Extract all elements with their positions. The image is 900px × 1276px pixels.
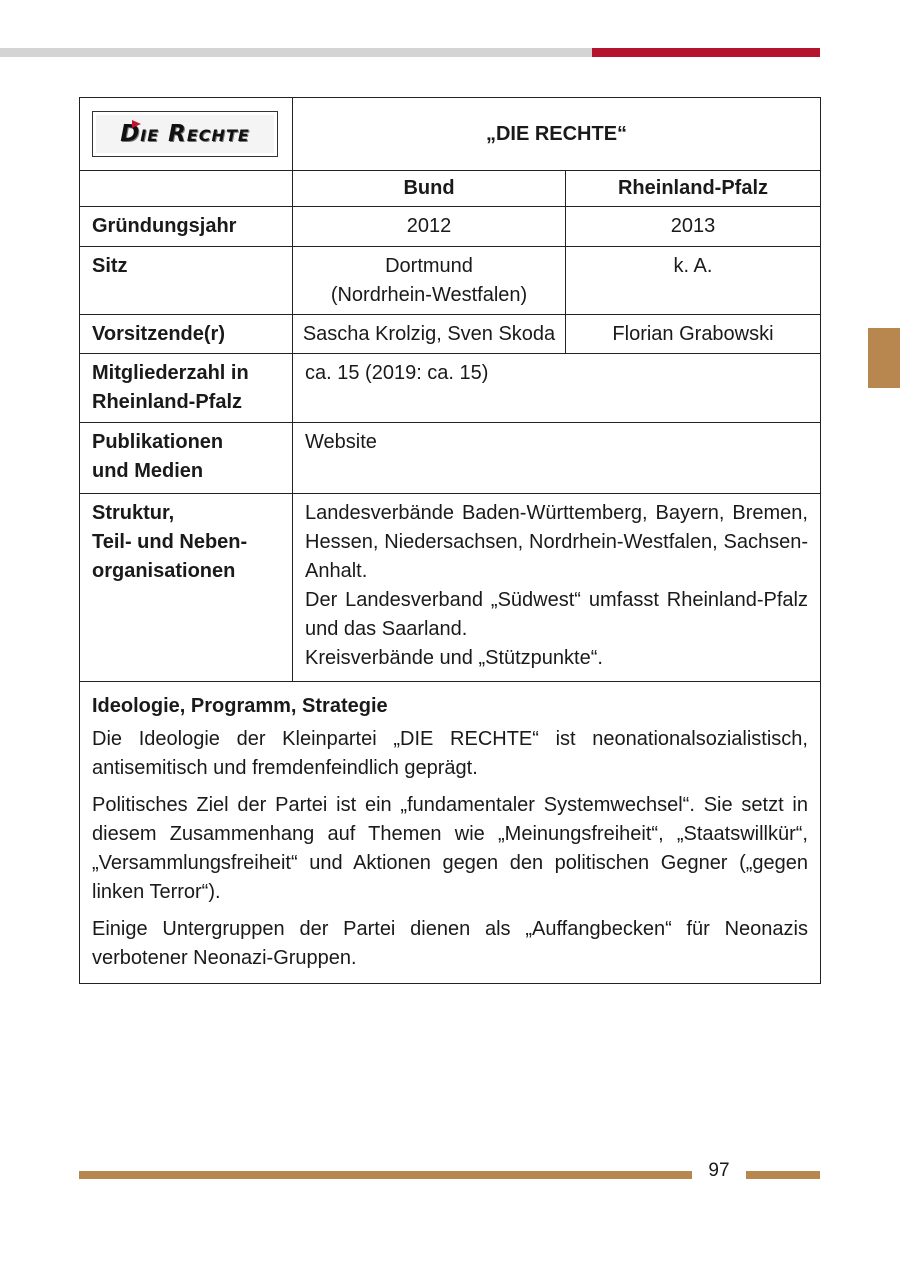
chair-bund: Sascha Krolzig, Sven Skoda bbox=[293, 315, 566, 354]
logo-cell bbox=[80, 98, 293, 171]
header-divider-red bbox=[592, 48, 820, 57]
party-profile-table bbox=[79, 97, 821, 984]
structure-label-line2: Teil- und Neben- bbox=[92, 531, 248, 553]
publications-value: Website bbox=[293, 423, 821, 494]
ideology-section bbox=[80, 682, 821, 984]
page-number: 97 bbox=[708, 1160, 730, 1181]
party-logo bbox=[92, 111, 278, 157]
ideology-heading: Ideologie, Programm, Strategie bbox=[92, 695, 388, 717]
flag-icon bbox=[132, 120, 141, 128]
ideology-paragraph-3: Einige Untergruppen der Partei dienen als „Auffangbecken“ für Neonazis verbotener Neonazi-Gruppen. bbox=[92, 918, 808, 969]
structure-southwest: Der Landesverband „Südwest“ umfasst Rheinland-Pfalz und das Saarland. bbox=[305, 589, 808, 640]
header-divider-gray bbox=[0, 48, 592, 57]
column-header-bund: Bund bbox=[293, 171, 566, 207]
publications-label-line1: Publikationen bbox=[92, 431, 224, 453]
footer-divider-left bbox=[79, 1171, 692, 1179]
row-label-chair: Vorsitzende(r) bbox=[80, 315, 293, 354]
row-label-publications bbox=[80, 423, 293, 494]
structure-label-line3: organisationen bbox=[92, 560, 236, 582]
chair-rlp: Florian Grabowski bbox=[566, 315, 821, 354]
row-label-structure bbox=[80, 494, 293, 682]
members-label-line2: Rheinland-Pfalz bbox=[92, 391, 243, 413]
table-row-publications bbox=[80, 423, 821, 494]
table-row-chair bbox=[80, 315, 821, 354]
logo-text: Die Rechte bbox=[120, 120, 250, 147]
column-header-rlp: Rheinland-Pfalz bbox=[566, 171, 821, 207]
founding-rlp: 2013 bbox=[566, 207, 821, 247]
ideology-row bbox=[80, 682, 821, 984]
structure-value bbox=[293, 494, 821, 682]
seat-bund-state: (Nordrhein-Westfalen) bbox=[330, 284, 528, 306]
row-label-seat: Sitz bbox=[80, 247, 293, 315]
structure-state-associations: Landesverbände Baden-Württemberg, Bayern, Bremen, Hessen, Niedersachsen, Nordrhein-Westfalen, Sachsen-Anhalt. bbox=[305, 502, 808, 582]
founding-bund: 2012 bbox=[293, 207, 566, 247]
ideology-paragraph-2: Politisches Ziel der Partei ist ein „fundamentaler Systemwechsel“. Sie setzt in diesem Zusammenhang auf Themen wie „Meinungsfreiheit“, „Staatswillkür“, „Versammlungsfreiheit“ und Aktionen gegen den politischen Gegner („gegen linken Terror“). bbox=[92, 794, 808, 903]
table-row-structure bbox=[80, 494, 821, 682]
row-label-founding: Gründungsjahr bbox=[80, 207, 293, 247]
title-row bbox=[80, 98, 821, 171]
row-label-members bbox=[80, 354, 293, 423]
footer-divider-right bbox=[746, 1171, 820, 1179]
empty-header-cell bbox=[80, 171, 293, 207]
seat-rlp: k. A. bbox=[566, 247, 821, 315]
members-value: ca. 15 (2019: ca. 15) bbox=[293, 354, 821, 423]
members-label-line1: Mitgliederzahl in bbox=[92, 362, 249, 384]
chapter-tab-marker bbox=[868, 328, 900, 388]
publications-label-line2: und Medien bbox=[92, 460, 204, 482]
structure-label-line1: Struktur, bbox=[92, 502, 175, 524]
party-title: „DIE RECHTE“ bbox=[293, 98, 821, 171]
table-row-founding bbox=[80, 207, 821, 247]
structure-district: Kreisverbände und „Stützpunkte“. bbox=[305, 647, 603, 669]
table-row-members bbox=[80, 354, 821, 423]
column-header-row bbox=[80, 171, 821, 207]
ideology-paragraph-1: Die Ideologie der Kleinpartei „DIE RECHTE“ ist neonationalsozialistisch, antisemitisch und fremdenfeindlich geprägt. bbox=[92, 728, 808, 779]
seat-bund-city: Dortmund bbox=[385, 255, 473, 277]
table-row-seat bbox=[80, 247, 821, 315]
seat-bund bbox=[293, 247, 566, 315]
